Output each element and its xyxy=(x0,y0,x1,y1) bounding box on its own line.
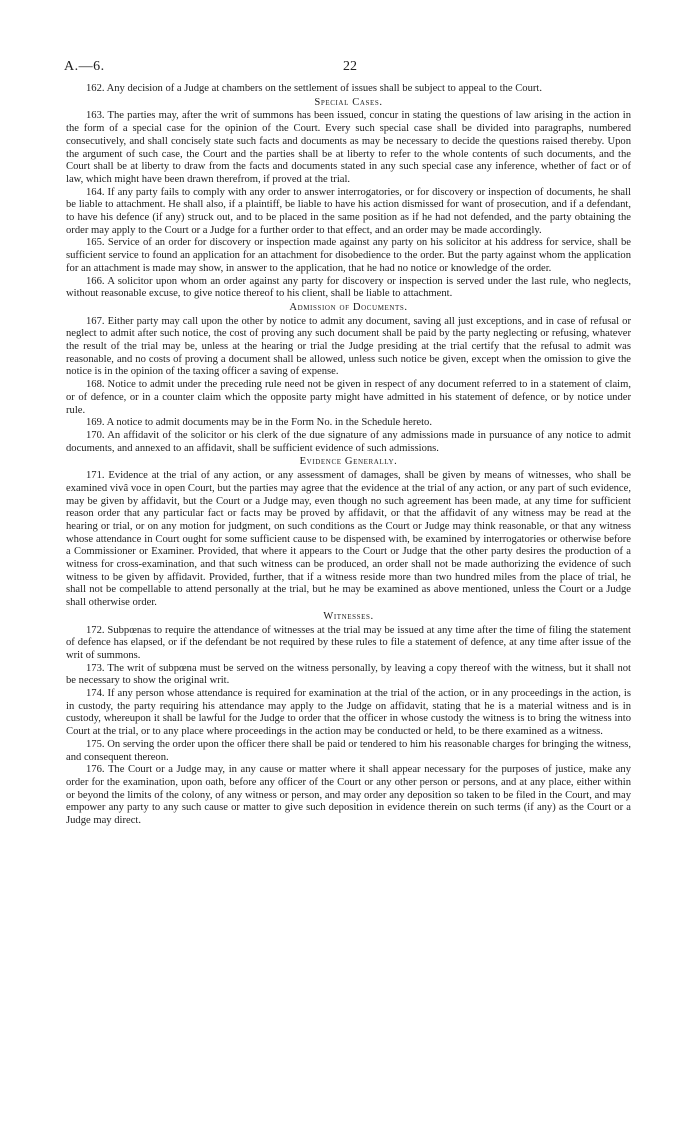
rule-paragraph: 171. Evidence at the trial of any action, or any assessment of damages, shall be given by means of witnesses, who shall be examined vivâ voce in open Court, but the parties may agree that the evidence at the trial of any action, or any part of such evidence, may be given by affidavit, but the Court or a Judge may, even though no such agreement has been made, at any time for sufficient reason order that any particular fact or facts may be proved by affidavit, or that the affidavit of any witness may be read at the hearing or trial, or on any motion for judgment, on such conditions as the Court or Judge may think reasonable, or that any witness whose attendance in Court ought for some sufficient cause to be dispensed with, be examined by interrogatories or otherwise before a Commissioner or Examiner. Provided, that where it appears to the Court or Judge that the other party desires the production of a witness for cross-examination, and that such witness can be produced, an order shall not be made authorizing the evidence of such witness to be given by affidavit. Provided, further, that if a witness reside more than two hundred miles from the place of trial, he shall not be compellable to attend personally at the trial, but he may be examined as above mentioned, unless the Court or a Judge shall otherwise order. xyxy=(66,470,631,609)
rule-paragraph: 167. Either party may call upon the other by notice to admit any document, saving all just exceptions, and in case of refusal or neglect to admit after such notice, the cost of proving any such document shall be paid by the party neglecting or refusing, whatever the result of the trial may be, unless at the hearing or trial the Judge presiding at the trial certify that the refusal to admit was reasonable, and no costs of proving a document shall be allowed, unless such notice be given, except when the omission to give the notice is in the opinion of the taxing officer a saving of expense. xyxy=(66,315,631,378)
rule-paragraph: 169. A notice to admit documents may be in the Form No. in the Schedule hereto. xyxy=(86,417,432,429)
section-heading: Special Cases. xyxy=(314,96,383,108)
rule-paragraph: 164. If any party fails to comply with any order to answer interrogatories, or for discovery or inspection of documents, he shall be liable to attachment. He shall also, if a plaintiff, be liable to have his action dismissed for want of prosecution, and if a defendant, to have his defence (if any) struck out, and to be placed in the same position as if he had not defended, and the party obtaining the order may apply to the Court or a Judge for a further order to that effect, and an order may be made accordingly. xyxy=(66,186,631,236)
section-heading: Admission of Documents. xyxy=(289,301,408,313)
page-header xyxy=(64,61,636,77)
rule-paragraph: 176. The Court or a Judge may, in any cause or matter where it shall appear necessary for the purposes of justice, make any order for the examination, upon oath, before any officer of the Court or any other person or persons, and at any place, either within or beyond the limits of the colony, of any witness or person, and may order any deposition so taken to be filed in the Court, and may empower any party to any such cause or matter to give such deposition in evidence therein on such terms (if any) as the Court or a Judge may direct. xyxy=(66,764,631,827)
document-body xyxy=(66,83,631,828)
rule-paragraph: 172. Subpœnas to require the attendance of witnesses at the trial may be issued at any time after the time of filing the statement of defence has elapsed, or if the defendant be not required by these rules to file a statement of defence, at any time after issue of the writ of summons. xyxy=(66,624,631,661)
section-heading: Witnesses. xyxy=(323,610,374,622)
rule-paragraph: 175. On serving the order upon the officer there shall be paid or tendered to him his reasonable charges for bringing the witness, and consequent thereon. xyxy=(66,738,631,763)
rule-paragraph: 163. The parties may, after the writ of summons has been issued, concur in stating the questions of law arising in the action in the form of a special case for the opinion of the Court. Every such special case shall be divided into paragraphs, numbered consecutively, and shall concisely state such facts and documents as may be necessary to decide the questions raised thereby. Upon the argument of such case, the Court and the parties shall be at liberty to refer to the whole contents of such documents, and the Court shall be at liberty to draw from the facts and documents stated in any such special case any inference, whether of fact or of law, which might have been drawn therefrom, if proved at the trial. xyxy=(66,110,631,185)
rule-paragraph: 174. If any person whose attendance is required for examination at the trial of the action, or in any proceedings in the action, is in custody, the party requiring his attendance may apply to the Judge on affidavit, stating that he is a material witness and is in custody, whereupon it shall be lawful for the Judge to order that the officer in whose custody the witness is to bring the witness into Court at the trial, or to any place where proceedings in the action may be conducted or held, to be there examined as a witness. xyxy=(66,688,631,738)
rule-paragraph: 162. Any decision of a Judge at chambers on the settlement of issues shall be subject to appeal to the Court. xyxy=(86,83,543,94)
rule-paragraph: 168. Notice to admit under the preceding rule need not be given in respect of any document referred to in a statement of claim, or of defence, or in a counter claim which the opposite party might have admitted in his statement of defence, or by notice under rule. xyxy=(66,379,631,416)
rule-paragraph: 165. Service of an order for discovery or inspection made against any party on his solicitor at his address for service, shall be sufficient service to found an application for an attachment for disobedience to the order. But the party against whom the application for an attachment is made may show, in answer to the application, that he had no notice or knowledge of the order. xyxy=(66,237,631,274)
page-number: 22 xyxy=(343,59,357,74)
rule-paragraph: 166. A solicitor upon whom an order against any party for discovery or inspection is served under the last rule, who neglects, without reasonable excuse, to give notice thereof to his client, shall be liable to attachment. xyxy=(66,275,631,300)
rule-paragraph: 170. An affidavit of the solicitor or his clerk of the due signature of any admissions made in pursuance of any notice to admit documents, and annexed to an affidavit, shall be sufficient evidence of such admissions. xyxy=(66,429,631,454)
rule-paragraph: 173. The writ of subpœna must be served on the witness personally, by leaving a copy thereof with the witness, but it shall not be necessary to show the original writ. xyxy=(66,662,631,687)
document-reference: A.—6. xyxy=(64,59,105,74)
section-heading: Evidence Generally. xyxy=(299,456,398,468)
